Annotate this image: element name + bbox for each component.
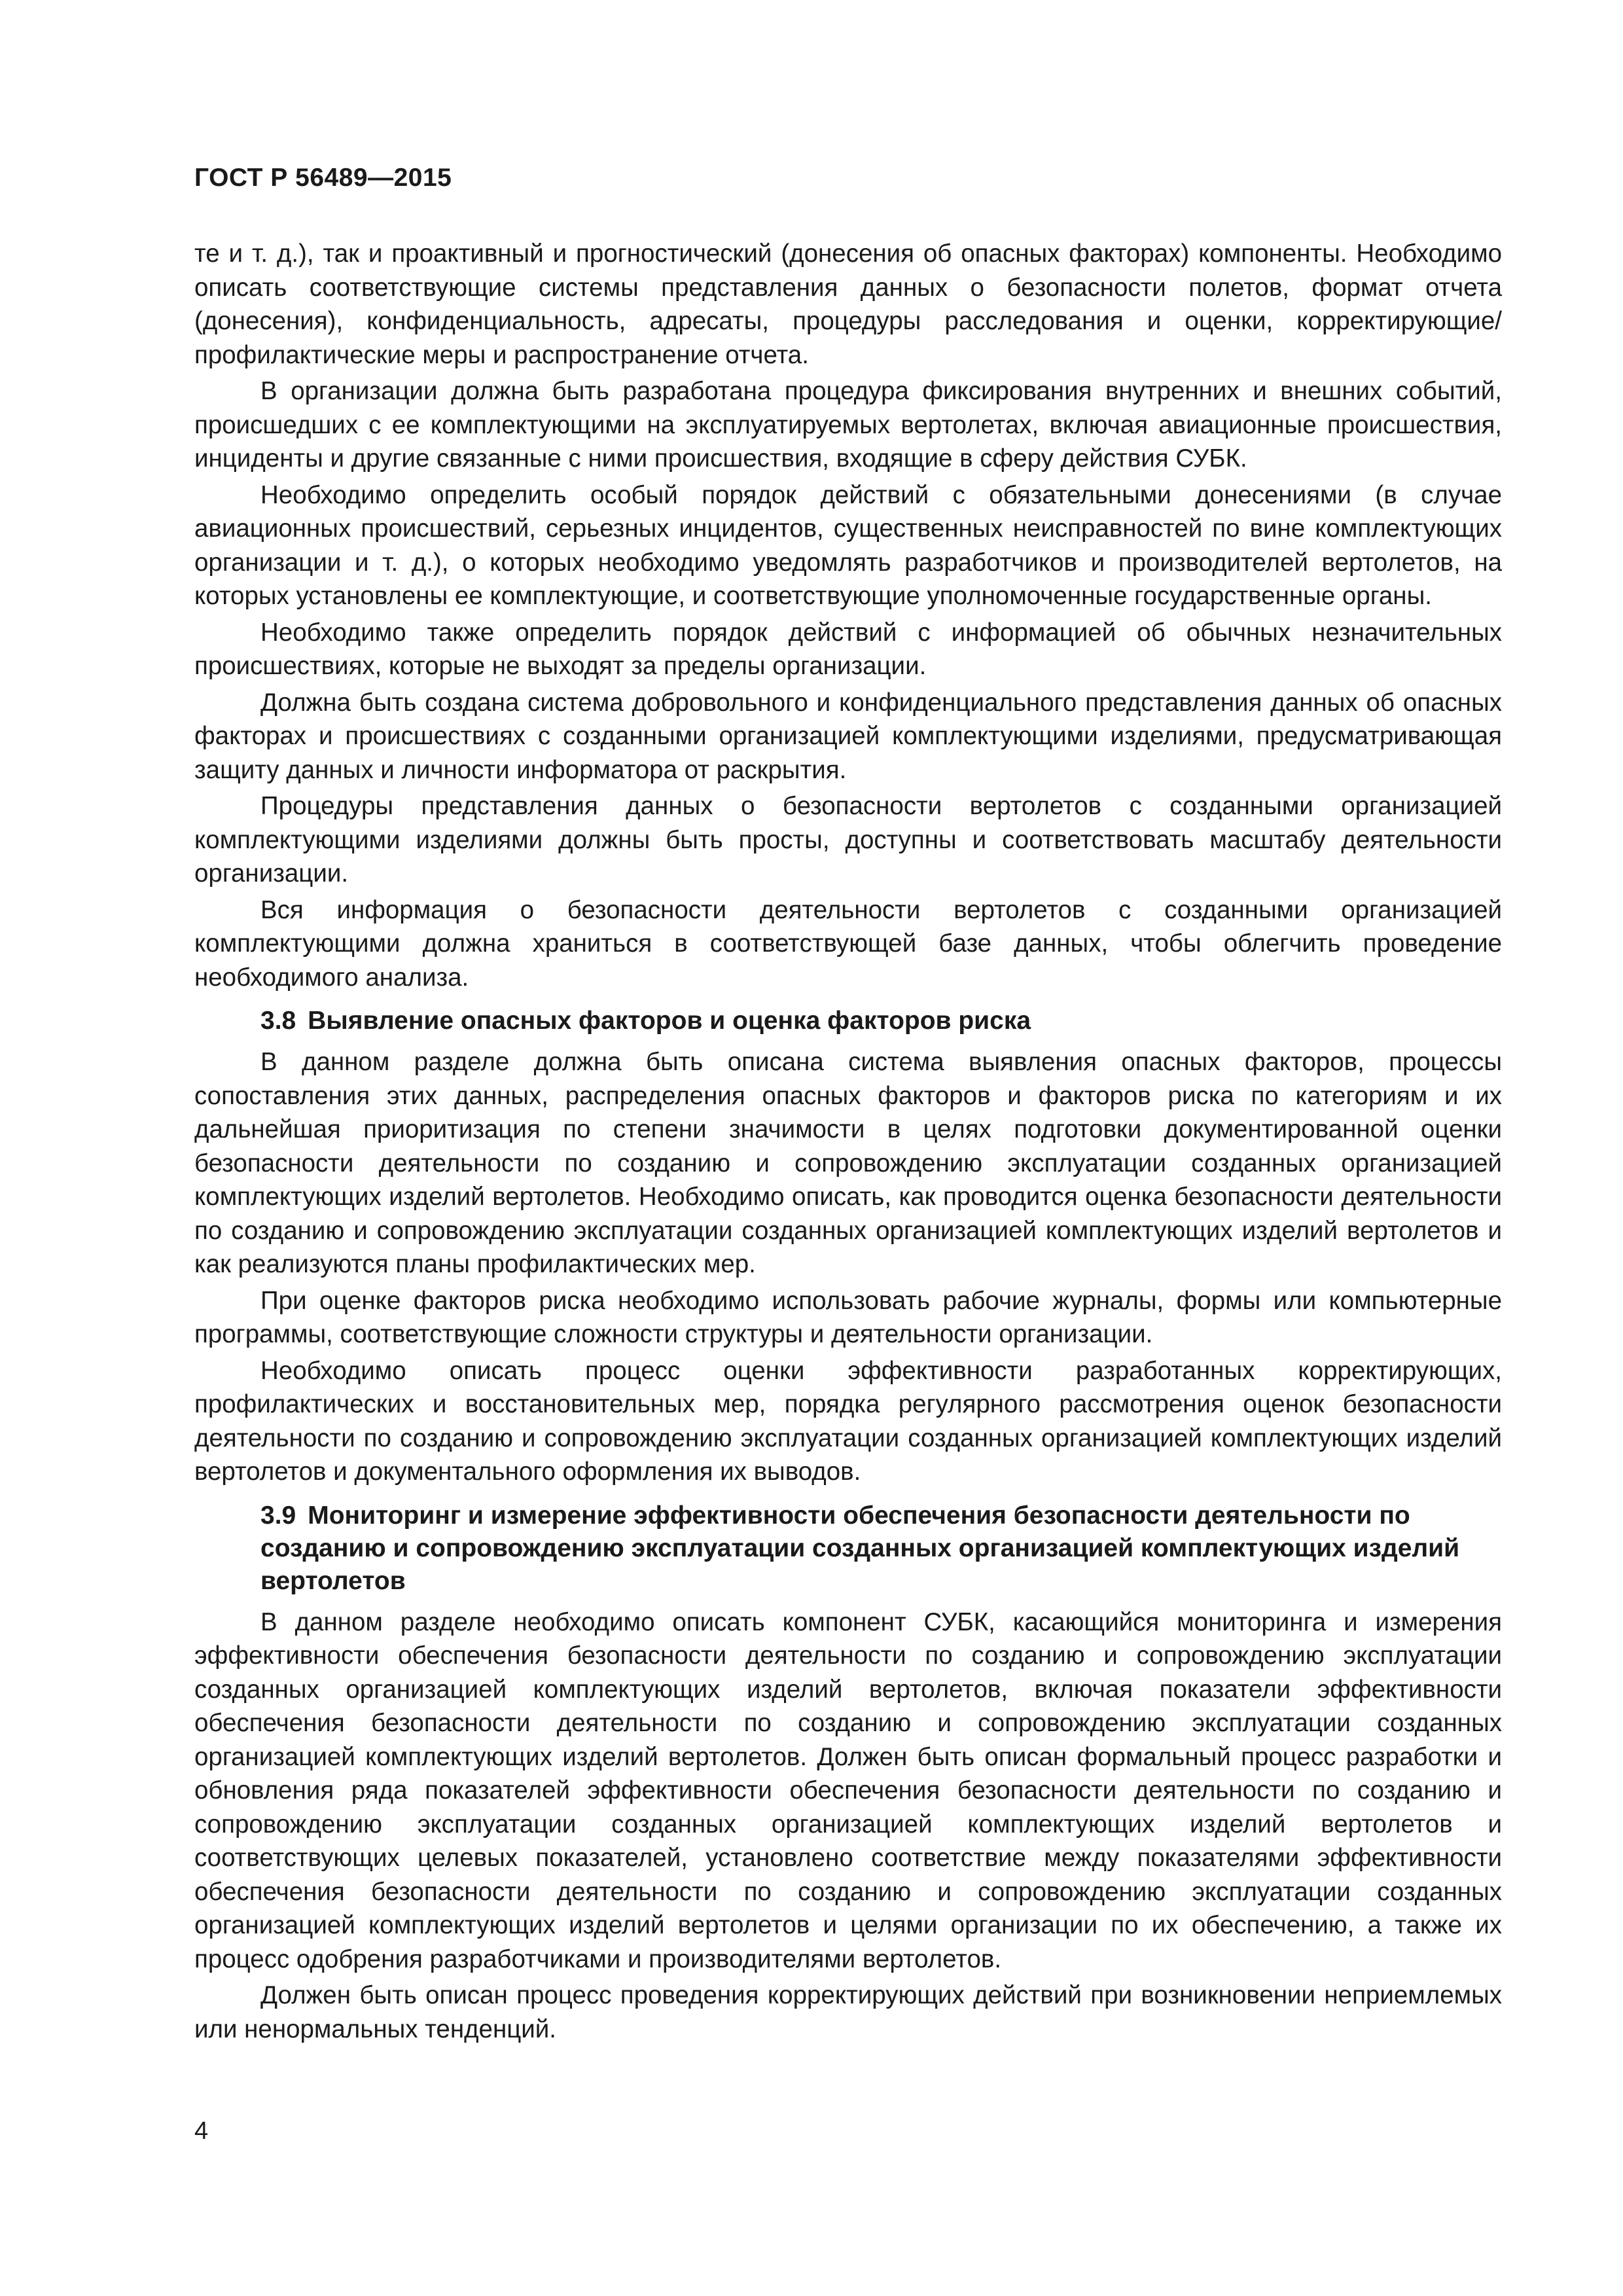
paragraph-continuation: те и т. д.), так и проактивный и прогностический (донесения об опасных факторах) компоненты. Необходимо описать соответствующие системы представления данных о безопасности полетов, формат отчета (донесения), конфиденциальность, адресаты, процедуры расследования и оценки, корректирующие/профилактические меры и распространение отчета. [194,240,1502,369]
document-code-header: ГОСТ Р 56489—2015 [194,164,452,192]
section-heading-3-8 [194,1005,1502,1037]
paragraph-corrective-actions: Должен быть описан процесс проведения корректирующих действий при возникновении неприемлемых или ненормальных тенденций. [194,1981,1502,2043]
paragraph-safety-database: Вся информация о безопасности деятельности вертолетов с созданными организацией комплектующими должна храниться в соответствующей базе данных, чтобы облегчить проведение необходимого анализа. [194,895,1502,992]
section-heading-3-9 [194,1499,1502,1598]
document-body [194,237,1502,2049]
page-number: 4 [194,2117,209,2145]
section-title-3-8: Выявление опасных факторов и оценка факторов риска [308,1007,1031,1035]
paragraph-voluntary-reporting: Должна быть создана система добровольного и конфиденциального представления данных об опасных факторах и происшествиях с созданными организацией комплектующими изделиями, предусматривающая защиту данных и личности информатора от раскрытия. [194,688,1502,784]
paragraph-event-recording: В организации должна быть разработана процедура фиксирования внутренних и внешних событий, происшедших с ее комплектующими на эксплуатируемых вертолетах, включая авиационные происшествия, инциденты и другие связанные с ними происшествия, входящие в сферу действия СУБК. [194,377,1502,473]
paragraph-reporting-procedures: Процедуры представления данных о безопасности вертолетов с созданными организацией комплектующими изделиями должны быть просты, доступны и соответствовать масштабу деятельности организации. [194,792,1502,888]
paragraph-mandatory-reports: Необходимо определить особый порядок действий с обязательными донесениями (в случае авиационных происшествий, серьезных инцидентов, существенных неисправностей по вине комплектующих организации и т. д.), о которых необходимо уведомлять разработчиков и производителей вертолетов, на которых установлены ее комплектующие, и соответствующие уполномоченные государственные органы. [194,480,1502,610]
paragraph-minor-incidents: Необходимо также определить порядок действий с информацией об обычных незначительных происшествиях, которые не выходят за пределы организации. [194,618,1502,680]
paragraph-measures-effectiveness: Необходимо описать процесс оценки эффективности разработанных корректирующих, профилактических и восстановительных мер, порядка регулярного рассмотрения оценок безопасности деятельности по созданию и сопровождению эксплуатации созданных организацией комплектующих изделий вертолетов и документального оформления их выводов. [194,1356,1502,1486]
section-number-3-8: 3.8 [260,1007,296,1035]
section-title-3-9: Мониторинг и измерение эффективности обеспечения безопасности деятельности по созданию и сопровождению эксплуатации созданных организацией комплектующих изделий вертолетов [260,1501,1460,1595]
paragraph-monitoring-component: В данном разделе необходимо описать компонент СУБК, касающийся мониторинга и измерения эффективности обеспечения безопасности деятельности по созданию и сопровождению эксплуатации созданных организацией комплектующих изделий вертолетов, включая показатели эффективности обеспечения безопасности деятельности по созданию и сопровождению эксплуатации созданных организацией комплектующих изделий вертолетов. Должен быть описан формальный процесс разработки и обновления ряда показателей эффективности обеспечения безопасности деятельности по созданию и сопровождению эксплуатации созданных организацией комплектующих изделий вертолетов и соответствующих целевых показателей, установлено соответствие между показателями эффективности обеспечения безопасности деятельности по созданию и сопровождению эксплуатации созданных организацией комплектующих изделий вертолетов и целями организации по их обеспечению, а также их процесс одобрения разработчиками и производителями вертолетов. [194,1607,1502,1973]
paragraph-risk-assessment-tools: При оценке факторов риска необходимо использовать рабочие журналы, формы или компьютерные программы, соответствующие сложности структуры и деятельности организации. [194,1286,1502,1348]
section-number-3-9: 3.9 [260,1501,296,1530]
paragraph-hazard-identification: В данном разделе должна быть описана система выявления опасных факторов, процессы сопоставления этих данных, распределения опасных факторов и факторов риска по категориям и их дальнейшая приоритизация по степени значимости в целях подготовки документированной оценки безопасности деятельности по созданию и сопровождению эксплуатации созданных организацией комплектующих изделий вертолетов. Необходимо описать, как проводится оценка безопасности деятельности по созданию и сопровождению эксплуатации созданных организацией комплектующих изделий вертолетов и как реализуются планы профилактических мер. [194,1048,1502,1278]
